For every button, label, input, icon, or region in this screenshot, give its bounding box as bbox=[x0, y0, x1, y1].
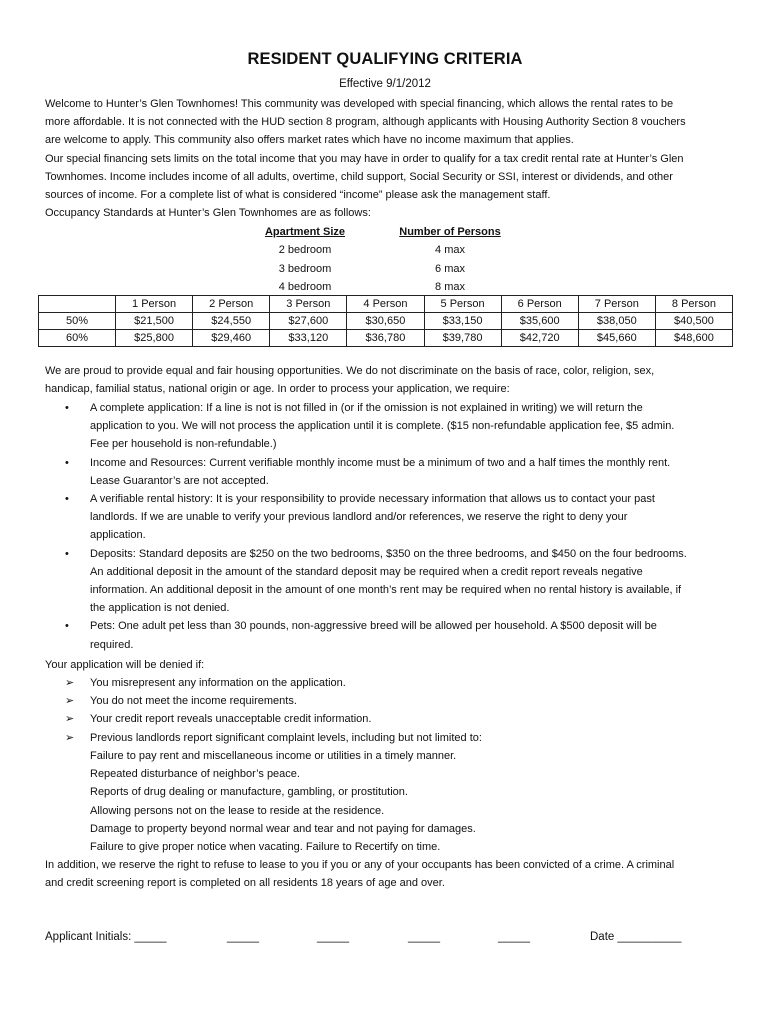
applicant-initials-field[interactable]: Applicant Initials: _____ bbox=[45, 931, 167, 943]
list-item-line: Deposits: Standard deposits are $250 on the two bedrooms, $350 on the three bedrooms, and $450 on the four bedrooms. bbox=[90, 547, 687, 560]
initials-blank[interactable]: _____ bbox=[317, 931, 349, 943]
arrow-bullet-icon: ➢ bbox=[65, 731, 75, 744]
list-item-line: An additional deposit in the amount of the standard deposit may be required when a credit report reveals negative bbox=[90, 565, 643, 578]
number-of-persons-header: Number of Persons bbox=[399, 226, 501, 238]
table-cell: $42,720 bbox=[501, 330, 578, 347]
complaint-item: Allowing persons not on the lease to reside at the residence. bbox=[90, 804, 385, 817]
occupancy-row bbox=[250, 260, 550, 278]
list-item bbox=[45, 399, 735, 454]
occupancy-header bbox=[250, 223, 550, 241]
table-cell: $27,600 bbox=[270, 313, 347, 330]
table-cell: $35,600 bbox=[501, 313, 578, 330]
table-header-cell bbox=[39, 296, 116, 313]
occupancy-row bbox=[250, 278, 550, 296]
complaint-item: Reports of drug dealing or manufacture, gambling, or prostitution. bbox=[90, 786, 408, 799]
list-item-line: Fee per household is non-refundable.) bbox=[90, 438, 277, 451]
complaint-item: Failure to pay rent and miscellaneous income or utilities in a timely manner. bbox=[90, 750, 457, 762]
table-cell: $25,800 bbox=[116, 330, 193, 347]
list-item-line: A complete application: If a line is not is not filled in (or if the omission is not explained in writing) we will return the bbox=[90, 402, 643, 414]
complaint-examples bbox=[90, 747, 730, 856]
table-cell: $38,050 bbox=[578, 313, 655, 330]
table-cell: 60% bbox=[39, 330, 116, 347]
table-cell: $39,780 bbox=[424, 330, 501, 347]
arrow-bullet-icon: ➢ bbox=[65, 713, 75, 726]
complaint-item: Damage to property beyond normal wear and tear and not paying for damages. bbox=[90, 822, 476, 835]
table-row bbox=[39, 313, 733, 330]
arrow-bullet-icon: ➢ bbox=[65, 695, 75, 708]
list-item-line: You misrepresent any information on the application. bbox=[90, 677, 346, 689]
table-cell: $29,460 bbox=[193, 330, 270, 347]
table-cell: 50% bbox=[39, 313, 116, 330]
fair-housing-paragraph bbox=[45, 362, 735, 398]
table-cell: $40,500 bbox=[655, 313, 732, 330]
list-item-line: You do not meet the income requirements. bbox=[90, 695, 297, 708]
complaint-item: Repeated disturbance of neighbor’s peace. bbox=[90, 768, 300, 781]
bullet-icon: • bbox=[65, 402, 69, 414]
table-header-cell: 2 Person bbox=[193, 296, 270, 313]
initials-blank[interactable]: _____ bbox=[227, 931, 259, 943]
table-cell: $33,150 bbox=[424, 313, 501, 330]
intro-line: Occupancy Standards at Hunter’s Glen Townhomes are as follows: bbox=[45, 207, 371, 220]
list-item-line: required. bbox=[90, 638, 134, 651]
bullet-icon: • bbox=[65, 493, 69, 506]
list-item bbox=[45, 617, 735, 653]
effective-date: Effective 9/1/2012 bbox=[339, 78, 431, 90]
apartment-size-header: Apartment Size bbox=[264, 226, 346, 238]
occupancy-row bbox=[250, 241, 550, 259]
document-title: RESIDENT QUALIFYING CRITERIA bbox=[247, 50, 523, 68]
intro-line: sources of income. For a complete list of what is considered “income” please ask the management staff. bbox=[45, 189, 551, 202]
table-header-cell: 4 Person bbox=[347, 296, 424, 313]
list-item bbox=[45, 674, 735, 692]
list-item bbox=[45, 692, 735, 710]
bullet-icon: • bbox=[65, 620, 69, 633]
fair-housing-line: We are proud to provide equal and fair housing opportunities. We do not discriminate on the basis of race, color, religion, sex, bbox=[45, 365, 655, 377]
intro-line: Our special financing sets limits on the total income that you may have in order to qualify for a tax credit rental rate at Hunter’s Glen bbox=[45, 152, 684, 165]
max-persons: 4 max bbox=[435, 244, 465, 257]
list-item-line: A verifiable rental history: It is your responsibility to provide necessary information that allows us to contact your past bbox=[90, 493, 655, 506]
occupancy-standards bbox=[250, 223, 550, 296]
table-cell: $45,660 bbox=[578, 330, 655, 347]
table-cell: $33,120 bbox=[270, 330, 347, 347]
apartment-size: 2 bedroom bbox=[278, 244, 332, 257]
denial-reasons-list bbox=[45, 674, 735, 747]
list-item bbox=[45, 490, 735, 545]
list-item-line: Lease Guarantor’s are not accepted. bbox=[90, 474, 269, 487]
fair-housing-line: handicap, familial status, national origin or age. In order to process your application, we require: bbox=[45, 383, 510, 396]
apartment-size: 3 bedroom bbox=[278, 262, 332, 275]
intro-line: are welcome to apply. This community also offers market rates which have no income maximum that applies. bbox=[45, 134, 574, 147]
income-limits-table bbox=[38, 295, 733, 347]
list-item-line: the application is not denied. bbox=[90, 602, 230, 615]
table-cell: $21,500 bbox=[116, 313, 193, 330]
closing-line: In addition, we reserve the right to refuse to lease to you if you or any of your occupants has been convicted of a crime. A criminal bbox=[45, 859, 675, 871]
apartment-size: 4 bedroom bbox=[278, 280, 332, 293]
list-item-line: application. bbox=[90, 529, 146, 542]
initials-blank[interactable]: _____ bbox=[408, 931, 440, 943]
table-header-cell: 1 Person bbox=[116, 296, 193, 313]
complaint-item: Failure to give proper notice when vacating. Failure to Recertify on time. bbox=[90, 841, 441, 854]
initials-blank[interactable]: _____ bbox=[498, 931, 530, 943]
table-cell: $30,650 bbox=[347, 313, 424, 330]
list-item-line: information. An additional deposit in the amount of one month’s rent may be required when no rental history is available, if bbox=[90, 584, 682, 597]
max-persons: 6 max bbox=[435, 262, 465, 275]
table-header-cell: 7 Person bbox=[578, 296, 655, 313]
bullet-icon: • bbox=[65, 547, 69, 560]
table-header-cell: 8 Person bbox=[655, 296, 732, 313]
table-cell: $36,780 bbox=[347, 330, 424, 347]
list-item bbox=[45, 545, 735, 618]
arrow-bullet-icon: ➢ bbox=[65, 677, 75, 689]
intro-line: Welcome to Hunter’s Glen Townhomes! This community was developed with special financing, which allows the rental rates to be bbox=[45, 98, 674, 110]
closing-line: and credit screening report is completed on all residents 18 years of age and over. bbox=[45, 877, 445, 890]
list-item-line: Previous landlords report significant complaint levels, including but not limited to: bbox=[90, 731, 482, 744]
income-table-header-row bbox=[39, 296, 733, 313]
table-header-cell: 3 Person bbox=[270, 296, 347, 313]
intro-line: Townhomes. Income includes income of all adults, overtime, child support, Social Security or SSI, interest or dividends, and other bbox=[45, 170, 673, 183]
list-item-line: Your credit report reveals unacceptable credit information. bbox=[90, 713, 372, 726]
denied-heading: Your application will be denied if: bbox=[45, 659, 205, 671]
list-item-line: landlords. If we are unable to verify your previous landlord and/or references, we reserve the right to deny your bbox=[90, 511, 628, 524]
list-item bbox=[45, 729, 735, 747]
max-persons: 8 max bbox=[435, 280, 465, 293]
table-cell: $24,550 bbox=[193, 313, 270, 330]
table-row bbox=[39, 330, 733, 347]
list-item-line: Income and Resources: Current verifiable monthly income must be a minimum of two and a half times the monthly rent. bbox=[90, 456, 671, 469]
list-item bbox=[45, 454, 735, 490]
intro-line: more affordable. It is not connected with the HUD section 8 program, although applicants with Housing Authority Section 8 vouchers bbox=[45, 116, 686, 129]
bullet-icon: • bbox=[65, 456, 69, 469]
table-header-cell: 5 Person bbox=[424, 296, 501, 313]
closing-paragraph bbox=[45, 856, 735, 892]
table-header-cell: 6 Person bbox=[501, 296, 578, 313]
list-item bbox=[45, 710, 735, 728]
intro-paragraph bbox=[45, 95, 735, 222]
date-field[interactable]: Date __________ bbox=[590, 931, 682, 943]
list-item-line: Pets: One adult pet less than 30 pounds, non-aggressive breed will be allowed per household. A $500 deposit will be bbox=[90, 620, 657, 633]
requirements-list bbox=[45, 399, 735, 654]
table-cell: $48,600 bbox=[655, 330, 732, 347]
list-item-line: application to you. We will not process the application until it is complete. ($15 non-refundable application fee, $5 admin. bbox=[90, 420, 675, 433]
